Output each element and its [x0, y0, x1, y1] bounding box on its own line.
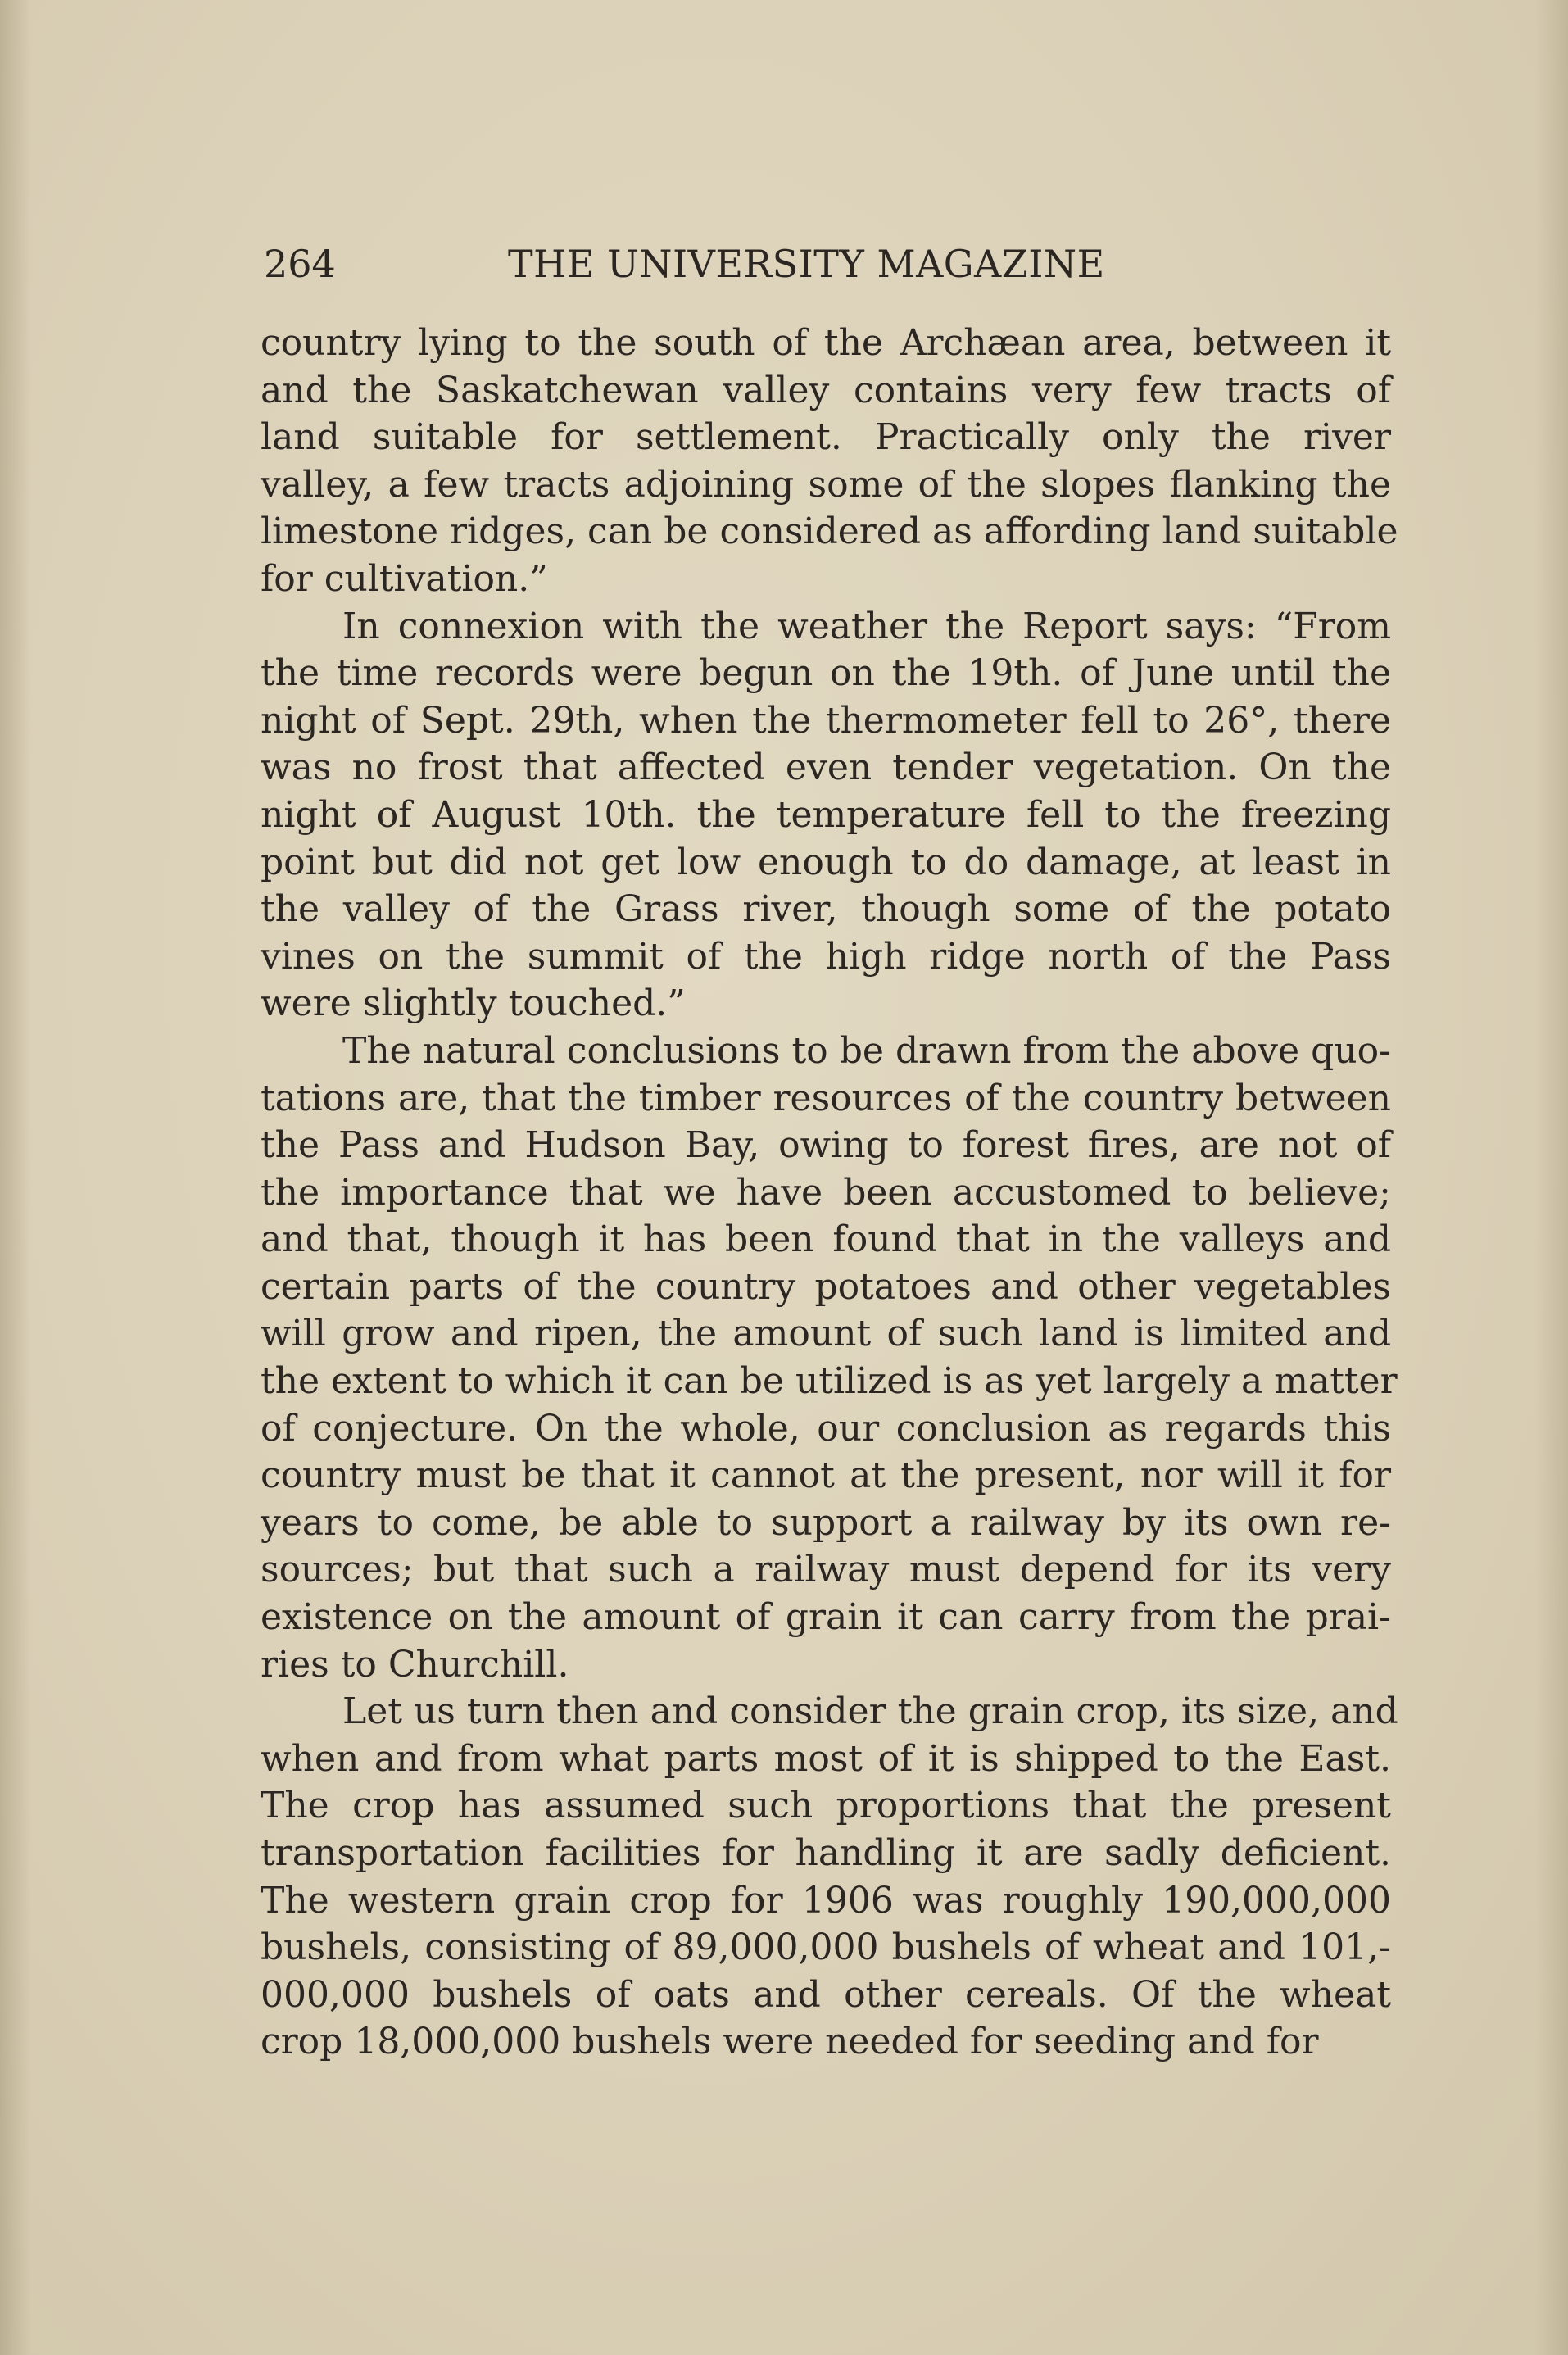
text-line: In connexion with the weather the Report says: “From — [342, 605, 1391, 647]
text-line: when and from what parts most of it is shipped to the East. — [261, 1737, 1391, 1780]
text-line: was no frost that affected even tender vegetation. On the — [261, 746, 1391, 789]
text-line: the Pass and Hudson Bay, owing to forest fires, are not of — [261, 1124, 1391, 1167]
text-line: and that, though it has been found that in the valleys and — [261, 1218, 1391, 1261]
text-line: for cultivation.” — [261, 557, 548, 600]
page-number: 264 — [264, 242, 336, 286]
body-text — [261, 320, 1398, 2066]
text-line: years to come, be able to support a railway by its own re- — [261, 1501, 1391, 1544]
text-line: tations are, that the timber resources of the country between — [261, 1077, 1391, 1119]
text-line: ries to Churchill. — [261, 1643, 569, 1686]
text-line: point but did not get low enough to do damage, at least in — [261, 841, 1391, 883]
text-line: The crop has assumed such proportions that the present — [261, 1785, 1391, 1827]
text-line: limestone ridges, can be considered as affording land suitable — [261, 510, 1398, 553]
text-line: vines on the summit of the high ridge north of the Pass — [261, 935, 1391, 978]
text-line: night of Sept. 29th, when the thermometer fell to 26°, there — [261, 699, 1391, 742]
paragraph — [261, 603, 1391, 1028]
text-line: the importance that we have been accustomed to believe; — [261, 1171, 1391, 1214]
text-line: existence on the amount of grain it can carry from the prai- — [261, 1596, 1391, 1639]
text-line: the valley of the Grass river, though some of the potato — [261, 888, 1391, 931]
text-line: the extent to which it can be utilized is as yet largely a matter — [261, 1360, 1398, 1403]
page-edge-shadow — [1535, 0, 1568, 2355]
paragraph — [261, 320, 1398, 603]
text-line: the time records were begun on the 19th. of June until the — [261, 652, 1391, 695]
text-line: transportation facilities for handling it are sadly deficient. — [261, 1832, 1391, 1874]
text-line: sources; but that such a railway must depend for its very — [261, 1549, 1391, 1591]
text-line: 000,000 bushels of oats and other cereals. Of the wheat — [261, 1973, 1391, 2016]
spine-shadow — [0, 0, 31, 2355]
text-line: valley, a few tracts adjoining some of the slopes flanking the — [261, 463, 1391, 506]
text-line: and the Saskatchewan valley contains very few tracts of — [261, 369, 1391, 411]
paragraph — [261, 1688, 1398, 2066]
text-line: will grow and ripen, the amount of such land is limited and — [261, 1313, 1391, 1355]
text-line: The natural conclusions to be drawn from the above quo- — [342, 1029, 1391, 1072]
page-header — [264, 239, 1124, 288]
text-line: country lying to the south of the Archæan area, between it — [261, 322, 1391, 364]
text-line: certain parts of the country potatoes and other vegetables — [261, 1265, 1391, 1308]
text-line: bushels, consisting of 89,000,000 bushels of wheat and 101,- — [261, 1926, 1391, 1969]
text-line: land suitable for settlement. Practically only the river — [261, 416, 1391, 459]
text-line: were slightly touched.” — [261, 982, 686, 1025]
running-head: THE UNIVERSITY MAGAZINE — [508, 242, 1105, 286]
text-line: crop 18,000,000 bushels were needed for seeding and for — [261, 2021, 1319, 2063]
text-line: country must be that it cannot at the present, nor will it for — [261, 1454, 1391, 1497]
text-line: night of August 10th. the temperature fell to the freezing — [261, 793, 1391, 836]
paragraph — [261, 1028, 1398, 1688]
text-line: of conjecture. On the whole, our conclusion as regards this — [261, 1407, 1391, 1450]
text-line: The western grain crop for 1906 was roughly 190,000,000 — [261, 1879, 1391, 1922]
text-line: Let us turn then and consider the grain crop, its size, and — [342, 1690, 1398, 1733]
